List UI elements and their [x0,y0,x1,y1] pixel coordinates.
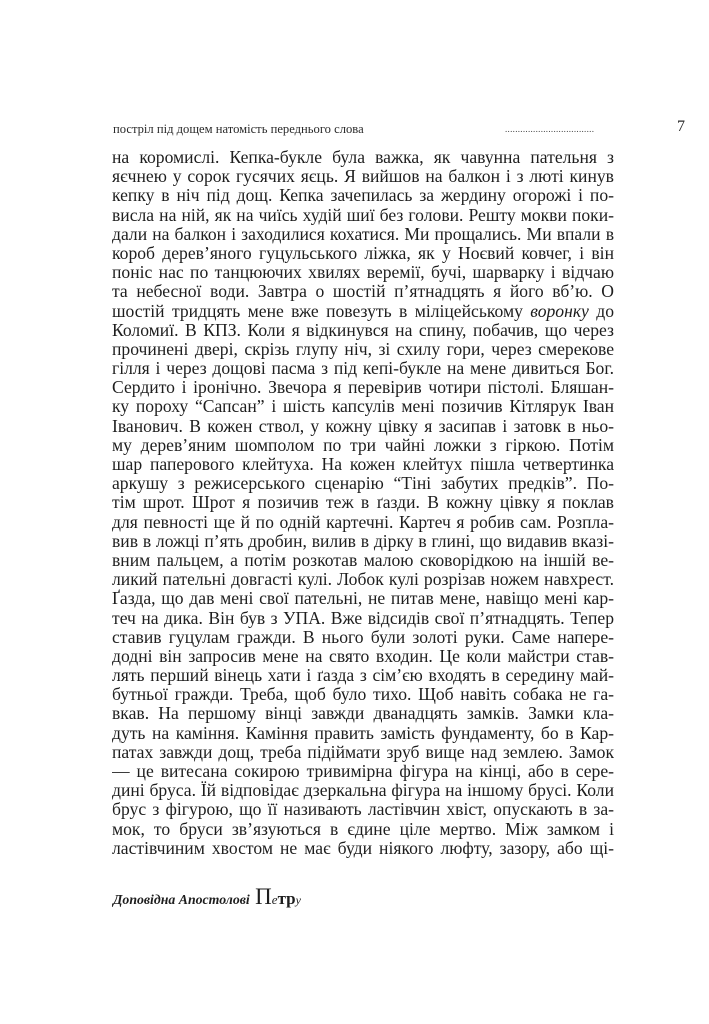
text-line: вним пальцем, а потім розкотав малою сковорідкою на іншій ве- [112,550,614,570]
text-line: яєчнею у сорок гусячих яєць. Я вийшов на балкон і з люті кинув [112,167,614,187]
text-line: прочинені двері, скрізь глупу ніч, зі схилу гори, через смерекове [112,339,614,359]
text-line: короб дерев’яного гуцульського ліжка, як у Ноєвий ковчег, і він [112,243,614,263]
text-line: дуть на каміння. Каміння править замість фундаменту, бо в Кар- [112,723,614,743]
text-line: для певності ще й по одній картечні. Картеч я робив сам. Розпла- [112,512,614,532]
text-line [112,302,614,321]
text-line: додні він запросив мене на свято входин. Це коли майстри став- [112,646,614,666]
footer-name-part: у [295,893,301,907]
text-line: брус з фігурою, що її називають ластівчин хвіст, опускають в за- [112,800,614,820]
text-line: ку пороху “Сапсан” і шість капсулів мені позичив Кітлярук Іван [112,397,614,417]
text-line: Коломиї. В КПЗ. Коли я відкинувся на спину, побачив, що через [112,320,614,340]
text-line: та небесної води. Завтра о шостій п’ятнадцять я його вб’ю. О [112,282,614,302]
text-line: мок, то бруси зв’язуються в єдине ціле мертво. Між замком і [112,819,614,839]
body-text [112,148,614,858]
text-line: вкав. На першому вінці завжди дванадцять замків. Замки кла- [112,704,614,724]
text-line: дині бруса. Їй відповідає дзеркальна фігура на іншому брусі. Коли [112,781,614,801]
text-line: ставив гуцулам гражди. В нього були золоті руки. Саме напере- [112,627,614,647]
text-run: шостій тридцять мене вже повезуть в міліцейському [112,301,531,321]
text-line: на коромислі. Кепка-букле була важка, як чавунна пательня з [112,148,614,167]
text-line: висла на ній, як на чиїсь худій шиї без голови. Решту мокви поки- [112,205,614,225]
running-title: постріл під дощем натомість переднього слова [113,122,364,136]
italic-word: воронку [530,301,589,321]
text-line: ластівчиним хвостом не має буди ніякого люфту, зазору, або щі- [112,838,614,858]
text-line: кепку в ніч під дощ. Кепка зачепилась за жердину огорожі і по- [112,186,614,206]
text-line: — це витесана сокирою тривимірна фігура на кінці, або в сере- [112,762,614,781]
running-footer [113,884,301,913]
text-line: шар паперового клейтуха. На кожен клейтух пішла четвертинка [112,455,614,474]
text-line: му дерев’яним шомполом по три чайні ложки з гіркою. Потім [112,435,614,455]
text-line: аркушу з режисерського сценарію “Тіні забутих предків”. По- [112,474,614,494]
text-line: лять перший вінець хати і ґазда з сім’єю входять в середину май- [112,666,614,686]
text-line: Ґазда, що дав мені свої пательні, не питав мене, навіщо мені кар- [112,589,614,609]
dotted-leader: ................................... [505,124,595,134]
text-line: гілля і через дощові пасма з під кепі-букле на мене дивиться Бог. [112,359,614,379]
text-line: бутньої гражди. Треба, щоб було тихо. Щоб навіть собака не га- [112,685,614,705]
running-header [113,118,685,140]
text-line: Сердито і іронічно. Звечора я перевірив чотири пістолі. Бляшан- [112,378,614,398]
footer-name-initial: П [255,884,272,909]
text-line: вив в ложці п’ять дробин, вилив в дірку в глині, що видавив вказі- [112,531,614,551]
text-run: до [588,301,614,321]
text-line: тім шрот. Шрот я позичив теж в ґазди. В кожну цівку я поклав [112,493,614,513]
text-line: Іванович. В кожен ствол, у кожну цівку я засипав і затовк в ньо- [112,416,614,436]
footer-name-part: тр [277,889,296,908]
footer-title: Доповідна Апостолові [113,892,254,907]
text-line: ликий пательні довгасті кулі. Лобок кулі розрізав ножем навхрест. [112,570,614,590]
text-line: дали на балкон і заходилися кохатися. Ми прощались. Ми впали в [112,224,614,244]
text-line: теч на дика. Він був з УПА. Вже відсидів свої п’ятнадцять. Тепер [112,608,614,628]
footer-name-part: е [271,892,278,907]
text-line: поніс нас по танцюючих хвилях веремії, бучі, шарварку і відчаю [112,263,614,283]
page-number: 7 [677,118,685,135]
text-line: патах завжди дощ, треба підіймати зруб вище над землею. Замок [112,742,614,762]
